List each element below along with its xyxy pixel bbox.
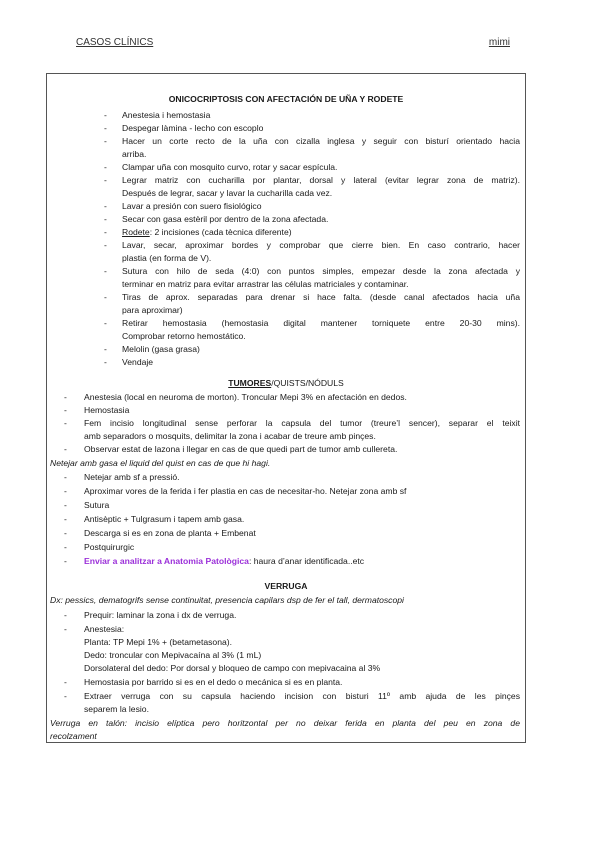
bullet-dash: - [104, 136, 107, 146]
bullet-dash: - [104, 175, 107, 185]
list-item: Fem incisio longitudinal sense perforar la capsula del tumor (treure’l sencer), separar el teixit [84, 418, 520, 428]
italic-note: Netejar amb gasa el liquid del quist en cas de que hi hagi. [50, 458, 271, 468]
list-item-cont: terminar en matriz para evitar arrastrar las células matriciales y contaminar. [122, 279, 409, 289]
list-item: Vendaje [122, 357, 154, 367]
list-item: Antisèptic + Tulgrasum i tapem amb gasa. [84, 514, 245, 524]
list-item-cont: amb separadors o mosquits, delimitar la zona i acabar de treure amb pinçes. [84, 431, 376, 441]
list-item: Tiras de aprox. separadas para drenar si hace falta. (desde canal afectados hacia uña [122, 292, 520, 302]
list-item: Melolin (gasa grasa) [122, 344, 200, 354]
title-underlined: TUMORES [228, 378, 272, 388]
bullet-dash: - [104, 162, 107, 172]
list-item-cont: plastia (en forma de V). [122, 253, 212, 263]
bullet-dash: - [104, 110, 107, 120]
italic-note: Dx: pessics, dematogrifs sense continuitat, presencia capilars dsp de fer el tall, dermatoscopi [50, 595, 404, 605]
bullet-dash: - [104, 357, 107, 367]
list-item-cont: Dedo: troncular con Mepivacaína al 3% (1 mL) [84, 650, 262, 660]
list-item: Despegar làmina - lecho con escoplo [122, 123, 264, 133]
bullet-dash: - [64, 691, 67, 701]
bullet-dash: - [104, 214, 107, 224]
bullet-dash: - [104, 318, 107, 328]
section-title: VERRUGA [264, 581, 308, 591]
bullet-dash: - [64, 624, 67, 634]
bullet-dash: - [64, 405, 67, 415]
list-item: Netejar amb sf a pressió. [84, 472, 180, 482]
bullet-dash: - [64, 418, 67, 428]
list-item: Retirar hemostasia (hemostasia digital mantener torniquete entre 20-30 mins). [122, 318, 520, 328]
list-item: Hacer un corte recto de la uña con cizalla inglesa y seguir con bisturí orientado hacia [122, 136, 520, 146]
italic-note: Verruga en talón: incisio elíptica pero horitzontal per no deixar ferida en planta del peu en zona de [50, 718, 520, 728]
list-item: Lavar a presión con suero fisiológico [122, 201, 262, 211]
list-item-cont: Dorsolateral del dedo: Por dorsal y bloqueo de campo con mepivacaina al 3% [84, 663, 381, 673]
list-item-cont: Planta: TP Mepi 1% + (betametasona). [84, 637, 233, 647]
list-item: Prequir: laminar la zona i dx de verruga. [84, 610, 237, 620]
header-right: mimi [488, 37, 510, 48]
bullet-dash: - [64, 556, 67, 566]
list-item: Hemostasia [84, 405, 130, 415]
bullet-dash: - [64, 542, 67, 552]
rodete-text: : 2 incisiones (cada tècnica diferente) [149, 227, 292, 237]
list-item: Sutura [84, 500, 110, 510]
title-rest: /QUISTS/NÓDULS [271, 378, 344, 388]
bullet-dash: - [64, 677, 67, 687]
bullet-dash: - [104, 227, 107, 237]
list-item: Legrar matriz con cucharilla por plantar, dorsal y lateral (evitar legrar zona de matriz). [122, 175, 520, 185]
bullet-dash: - [104, 266, 107, 276]
list-item: Extraer verruga con su capsula haciendo incision con bisturi 11º amb ajuda de les pinçes [84, 691, 520, 701]
header-left: CASOS CLÍNICS [76, 37, 154, 48]
bullet-dash: - [64, 528, 67, 538]
list-item-cont: separem la lesio. [84, 704, 149, 714]
list-item: Hemostasia por barrido si es en el dedo o mecánica si es en planta. [84, 677, 343, 687]
bullet-dash: - [104, 201, 107, 211]
list-item-cont: para aproximar) [122, 305, 183, 315]
bullet-dash: - [64, 500, 67, 510]
section-title: ONICOCRIPTOSIS CON AFECTACIÓN DE UÑA Y RODETE [168, 94, 404, 104]
bullet-dash: - [64, 486, 67, 496]
list-item: Observar estat de lazona i llegar en cas de que quedi part de tumor amb cullereta. [84, 444, 398, 454]
bullet-dash: - [104, 240, 107, 250]
italic-note: recolzament [50, 731, 97, 741]
section-title [46, 377, 526, 390]
bullet-dash: - [64, 514, 67, 524]
list-item: Aproximar vores de la ferida i fer plastia en cas de necesitar-ho. Netejar zona amb sf [84, 486, 407, 496]
list-item: Sutura con hilo de seda (4:0) con puntos simples, empezar desde la zona afectada y [122, 266, 520, 276]
list-item: Anestesia (local en neuroma de morton). Troncular Mepi 3% en afectación en dedos. [84, 392, 407, 402]
bullet-dash: - [104, 344, 107, 354]
list-item: Anestesia: [84, 624, 125, 634]
bullet-dash: - [64, 392, 67, 402]
bullet-dash: - [104, 292, 107, 302]
list-item-cont: Después de legrar, sacar y lavar la cucharilla cada vez. [122, 188, 333, 198]
list-item: Lavar, secar, aproximar bordes y comprobar que cierre bien. En caso contrario, hacer [122, 240, 520, 250]
list-item-cont: Comprobar retorno hemostático. [122, 331, 246, 341]
bullet-dash: - [104, 123, 107, 133]
list-item-cont: arriba. [122, 149, 147, 159]
ap-highlight: Enviar a analitzar a Anatomia Patològica [84, 556, 249, 566]
ap-rest: : haura d’anar identificada..etc [248, 556, 365, 566]
list-item: Secar con gasa estèril por dentro de la zona afectada. [122, 214, 329, 224]
list-item: Postquirurgic [84, 542, 135, 552]
bullet-dash: - [64, 610, 67, 620]
bullet-dash: - [64, 444, 67, 454]
list-item: Clampar uña con mosquito curvo, rotar y sacar espícula. [122, 162, 338, 172]
list-item [84, 555, 364, 568]
rodete-label: Rodete [122, 227, 150, 237]
list-item: Anestesia i hemostasia [122, 110, 211, 120]
bullet-dash: - [64, 472, 67, 482]
list-item [122, 226, 292, 239]
list-item: Descarga si es en zona de planta + Embenat [84, 528, 256, 538]
